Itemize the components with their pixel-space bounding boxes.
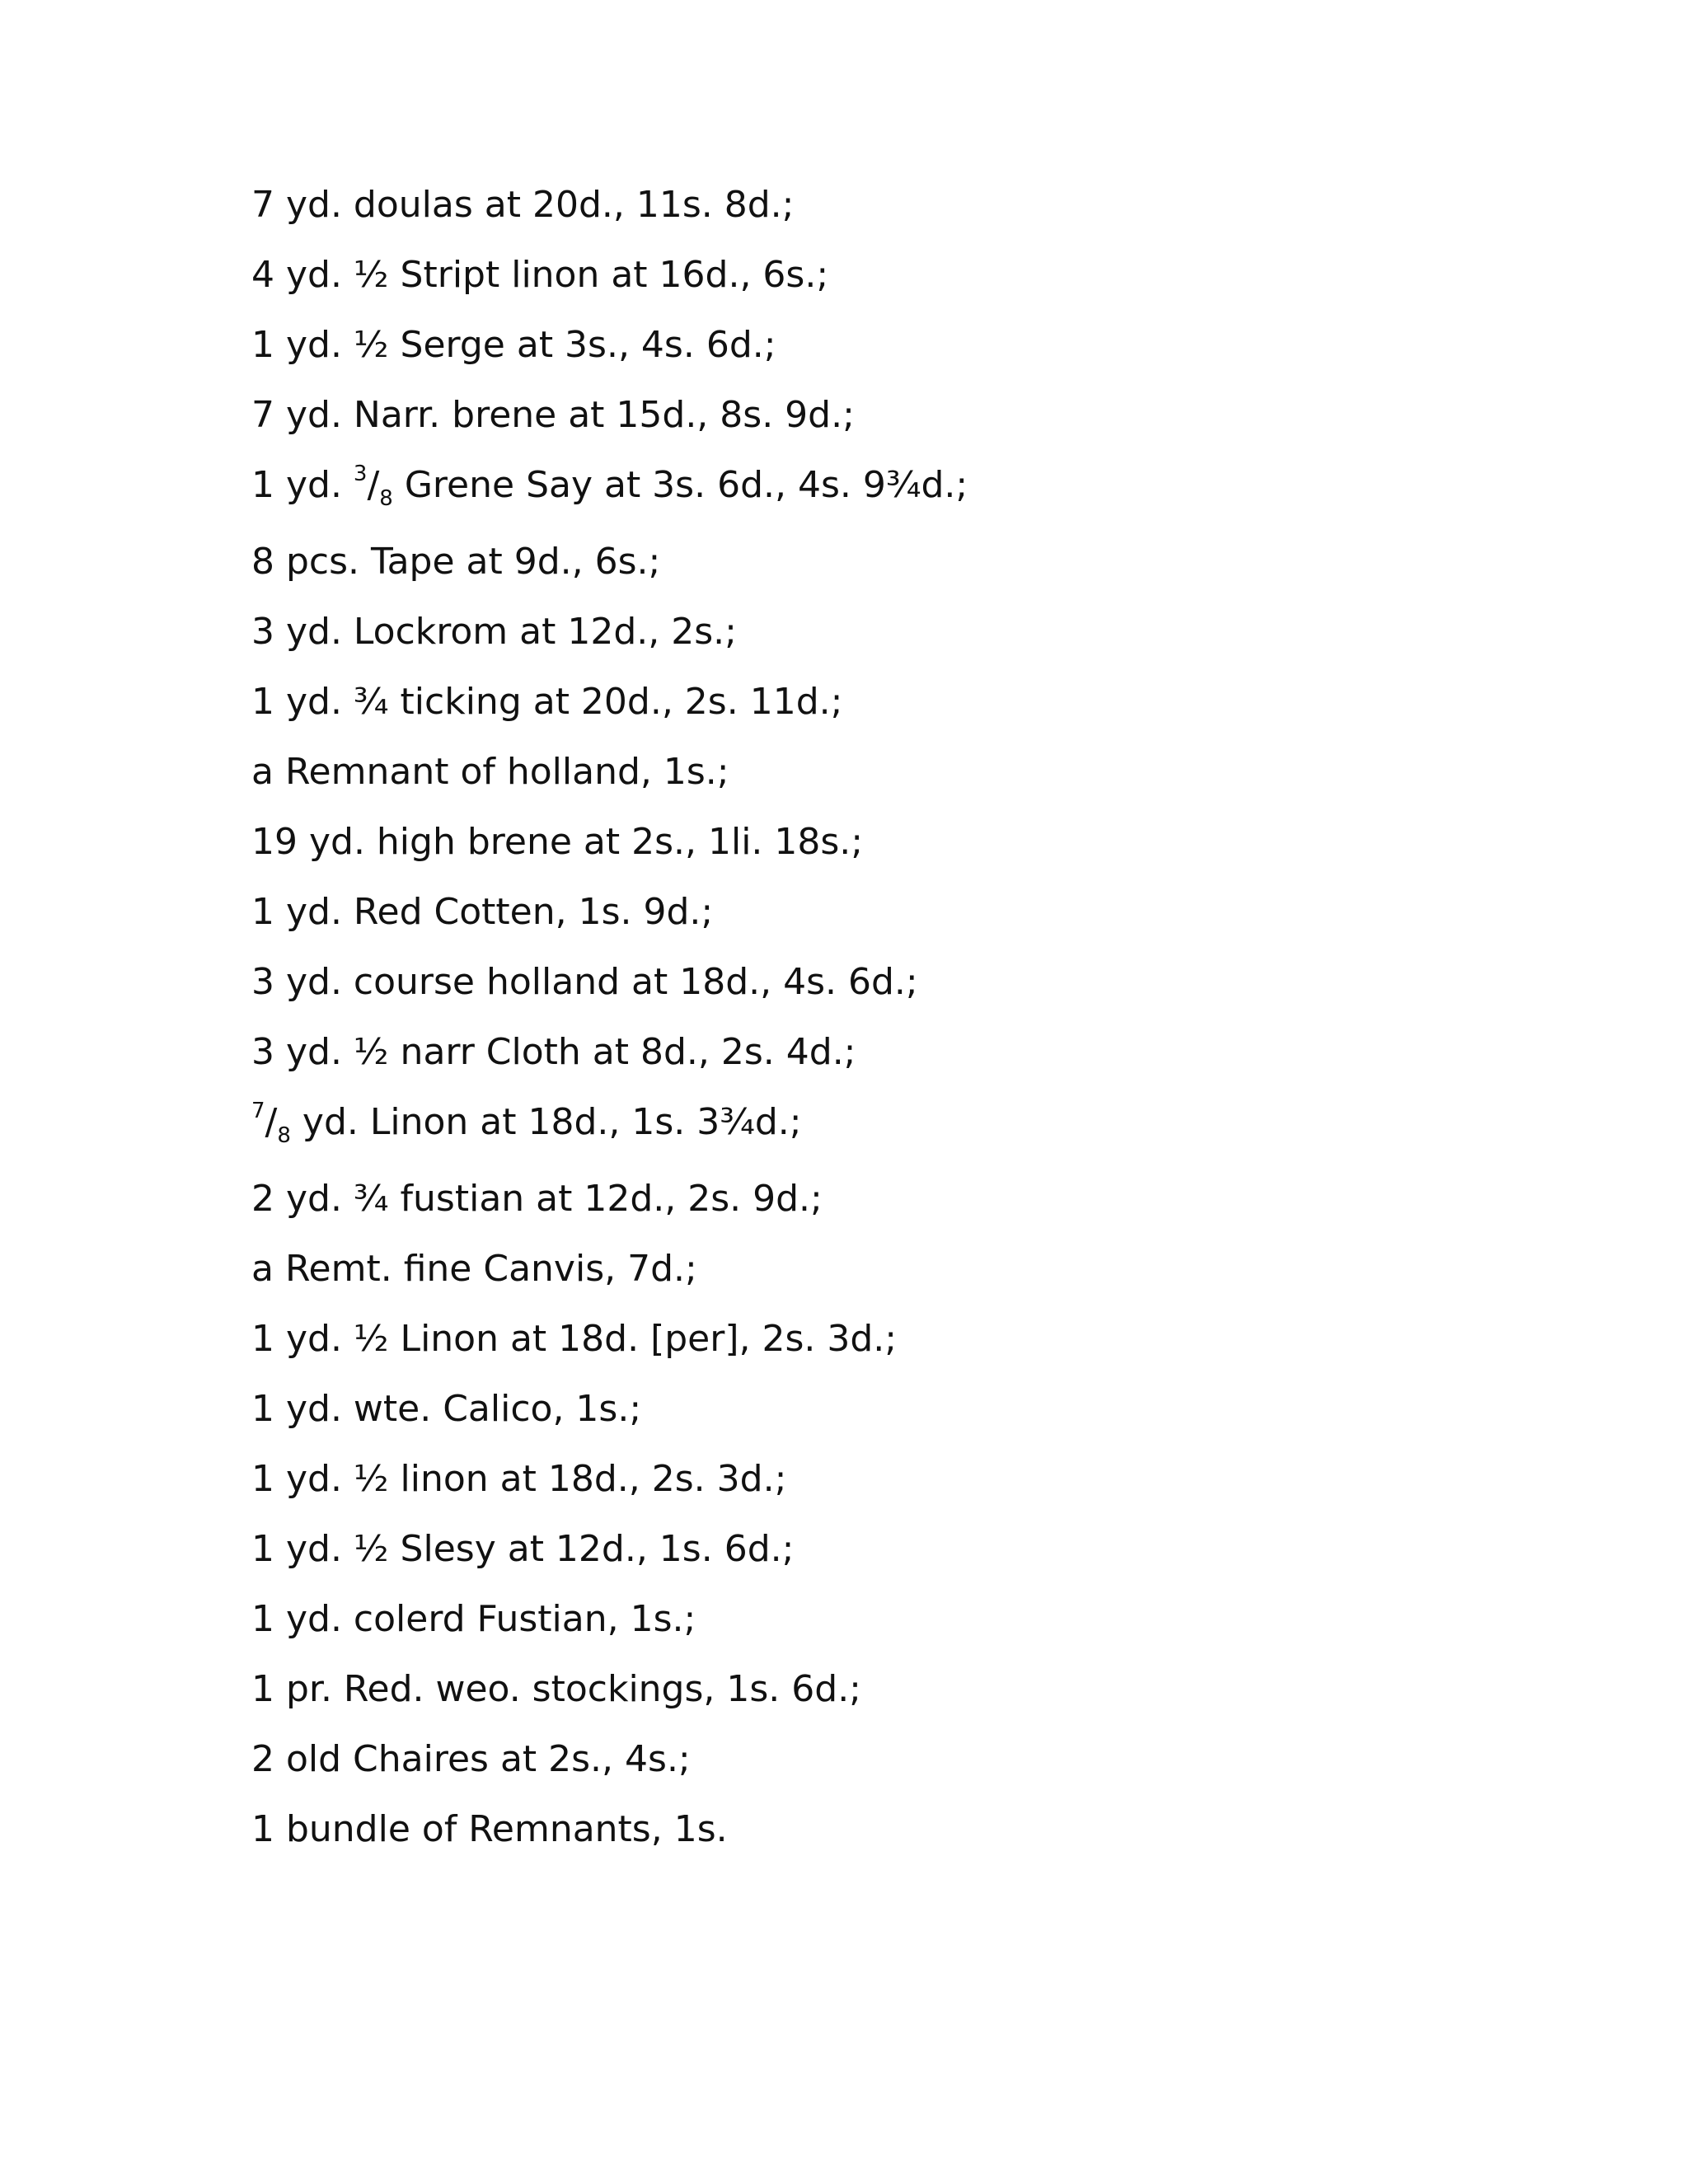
inventory-line: 4 yd. ½ Stript linon at 16d., 6s.;: [251, 254, 829, 296]
inventory-line: 1 yd. ½ Serge at 3s., 4s. 6d.;: [251, 324, 776, 366]
line-prefix: 1 yd.: [251, 464, 354, 506]
inventory-line: 1 yd. Red Cotten, 1s. 9d.;: [251, 891, 714, 933]
inventory-line: 3 yd. ½ narr Cloth at 8d., 2s. 4d.;: [251, 1031, 856, 1073]
inventory-line: a Remnant of holland, 1s.;: [251, 751, 729, 793]
inventory-line: 7 yd. doulas at 20d., 11s. 8d.;: [251, 184, 795, 226]
inventory-line-fraction: $^7/_8$ yd. Linon at 18d., 1s. 3¾d.;: [251, 1099, 802, 1148]
fraction-numerator: 3: [353, 462, 368, 486]
fraction-denominator: 8: [277, 1123, 291, 1148]
inventory-line: 1 yd. colerd Fustian, 1s.;: [251, 1598, 696, 1640]
inventory-line: 2 old Chaires at 2s., 4s.;: [251, 1738, 691, 1780]
line-suffix: Grene Say at 3s. 6d., 4s. 9¾d.;: [392, 464, 968, 506]
inventory-line: 7 yd. Narr. brene at 15d., 8s. 9d.;: [251, 394, 855, 436]
line-suffix: yd. Linon at 18d., 1s. 3¾d.;: [290, 1101, 802, 1143]
inventory-line: 19 yd. high brene at 2s., 1li. 18s.;: [251, 821, 864, 863]
inventory-line: 1 yd. ¾ ticking at 20d., 2s. 11d.;: [251, 681, 843, 723]
inventory-list: [251, 183, 1570, 1877]
inventory-line: a Remt. fine Canvis, 7d.;: [251, 1248, 697, 1290]
fraction-numerator: 7: [251, 1099, 265, 1123]
inventory-line: 2 yd. ¾ fustian at 12d., 2s. 9d.;: [251, 1178, 823, 1220]
inventory-line: 8 pcs. Tape at 9d., 6s.;: [251, 541, 661, 583]
inventory-line-fraction: 1 yd. $^3/_8$ Grene Say at 3s. 6d., 4s. 9¾d.;: [251, 462, 968, 511]
inventory-line: 1 yd. wte. Calico, 1s.;: [251, 1388, 642, 1430]
inventory-line: 1 pr. Red. weo. stockings, 1s. 6d.;: [251, 1668, 862, 1710]
fraction-denominator: 8: [379, 486, 393, 511]
inventory-line: 1 yd. ½ Linon at 18d. [per], 2s. 3d.;: [251, 1318, 898, 1360]
inventory-line: 1 bundle of Remnants, 1s.: [251, 1808, 728, 1850]
inventory-line: 1 yd. ½ linon at 18d., 2s. 3d.;: [251, 1458, 787, 1500]
inventory-line: 1 yd. ½ Slesy at 12d., 1s. 6d.;: [251, 1528, 795, 1570]
inventory-line: 3 yd. Lockrom at 12d., 2s.;: [251, 611, 737, 653]
inventory-line: 3 yd. course holland at 18d., 4s. 6d.;: [251, 961, 918, 1003]
